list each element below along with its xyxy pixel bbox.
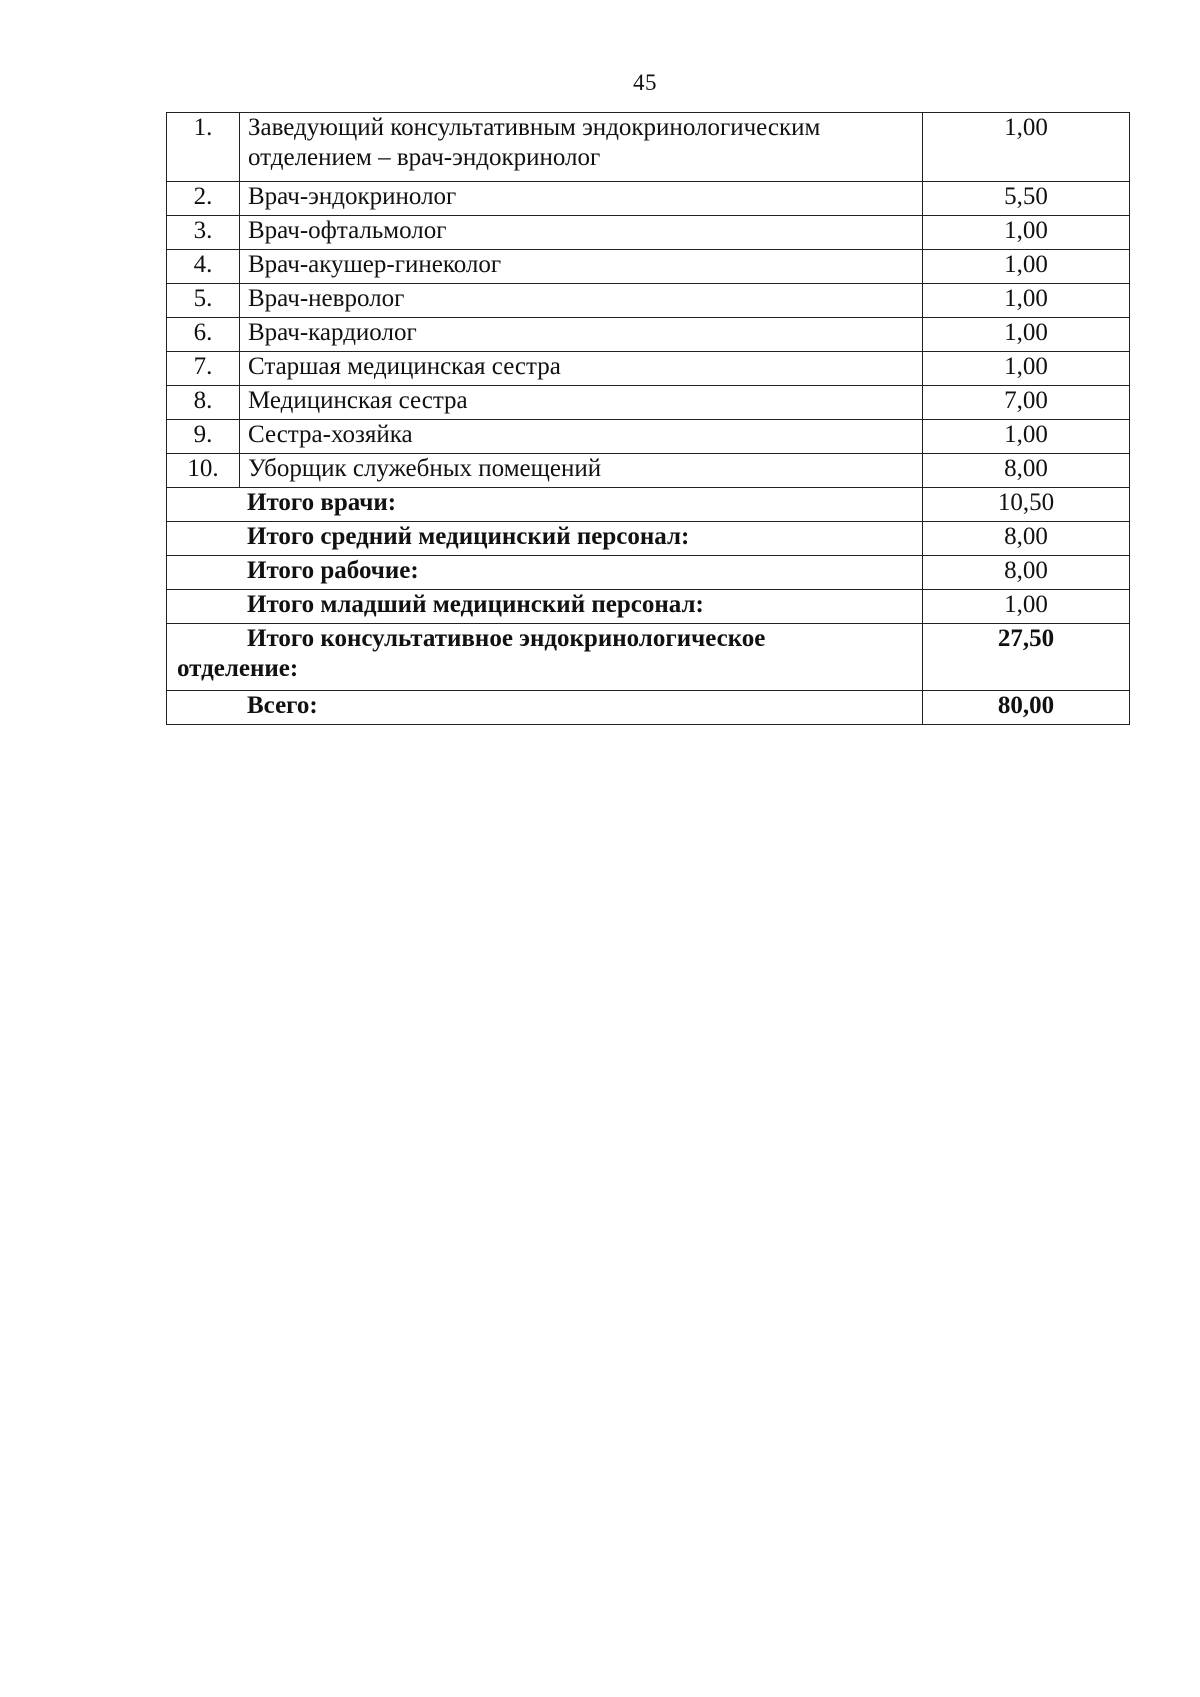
grand-total-value: 80,00 xyxy=(923,691,1130,725)
position-title: Медицинская сестра xyxy=(240,386,923,420)
staff-units: 1,00 xyxy=(923,318,1130,352)
staff-units: 8,00 xyxy=(923,454,1130,488)
total-row xyxy=(167,488,1130,522)
total-row xyxy=(167,522,1130,556)
total-value: 8,00 xyxy=(923,522,1130,556)
position-title: Врач-невролог xyxy=(240,284,923,318)
total-label: Итого младший медицинский персонал: xyxy=(167,590,923,624)
grand-total-label: Всего: xyxy=(167,691,923,725)
department-total-label-line2: отделение: xyxy=(177,655,299,682)
department-total-label xyxy=(167,624,923,691)
total-label: Итого врачи: xyxy=(167,488,923,522)
row-number: 2. xyxy=(167,182,240,216)
table-row xyxy=(167,284,1130,318)
position-title: Уборщик служебных помещений xyxy=(240,454,923,488)
row-number: 8. xyxy=(167,386,240,420)
total-row xyxy=(167,590,1130,624)
total-value: 10,50 xyxy=(923,488,1130,522)
row-number: 7. xyxy=(167,352,240,386)
department-total-row xyxy=(167,624,1130,691)
table-row xyxy=(167,386,1130,420)
row-number: 4. xyxy=(167,250,240,284)
staff-units: 1,00 xyxy=(923,216,1130,250)
staff-units: 1,00 xyxy=(923,250,1130,284)
position-title: Сестра-хозяйка xyxy=(240,420,923,454)
staff-units: 1,00 xyxy=(923,113,1130,182)
total-label: Итого рабочие: xyxy=(167,556,923,590)
table-row xyxy=(167,352,1130,386)
table-row xyxy=(167,420,1130,454)
table-row xyxy=(167,113,1130,182)
total-row xyxy=(167,556,1130,590)
row-number: 5. xyxy=(167,284,240,318)
row-number: 9. xyxy=(167,420,240,454)
table-row xyxy=(167,250,1130,284)
table-row xyxy=(167,182,1130,216)
staff-units: 1,00 xyxy=(923,284,1130,318)
staff-units: 1,00 xyxy=(923,420,1130,454)
row-number: 10. xyxy=(167,454,240,488)
department-total-label-line1: Итого консультативное эндокринологическое xyxy=(247,625,766,652)
position-title: Старшая медицинская сестра xyxy=(240,352,923,386)
page-number: 45 xyxy=(633,70,657,95)
staff-units: 7,00 xyxy=(923,386,1130,420)
staff-units: 1,00 xyxy=(923,352,1130,386)
row-number: 6. xyxy=(167,318,240,352)
row-number: 1. xyxy=(167,113,240,182)
table-row xyxy=(167,216,1130,250)
total-value: 1,00 xyxy=(923,590,1130,624)
staff-table xyxy=(166,112,1130,725)
table-row xyxy=(167,454,1130,488)
position-title: Заведующий консультативным эндокринологическим отделением – врач-эндокринолог xyxy=(240,113,923,182)
position-title: Врач-офтальмолог xyxy=(240,216,923,250)
row-number: 3. xyxy=(167,216,240,250)
staff-units: 5,50 xyxy=(923,182,1130,216)
total-value: 8,00 xyxy=(923,556,1130,590)
grand-total-row xyxy=(167,691,1130,725)
department-total-value: 27,50 xyxy=(923,624,1130,691)
position-title: Врач-акушер-гинеколог xyxy=(240,250,923,284)
position-title: Врач-эндокринолог xyxy=(240,182,923,216)
table-row xyxy=(167,318,1130,352)
total-label: Итого средний медицинский персонал: xyxy=(167,522,923,556)
position-title: Врач-кардиолог xyxy=(240,318,923,352)
